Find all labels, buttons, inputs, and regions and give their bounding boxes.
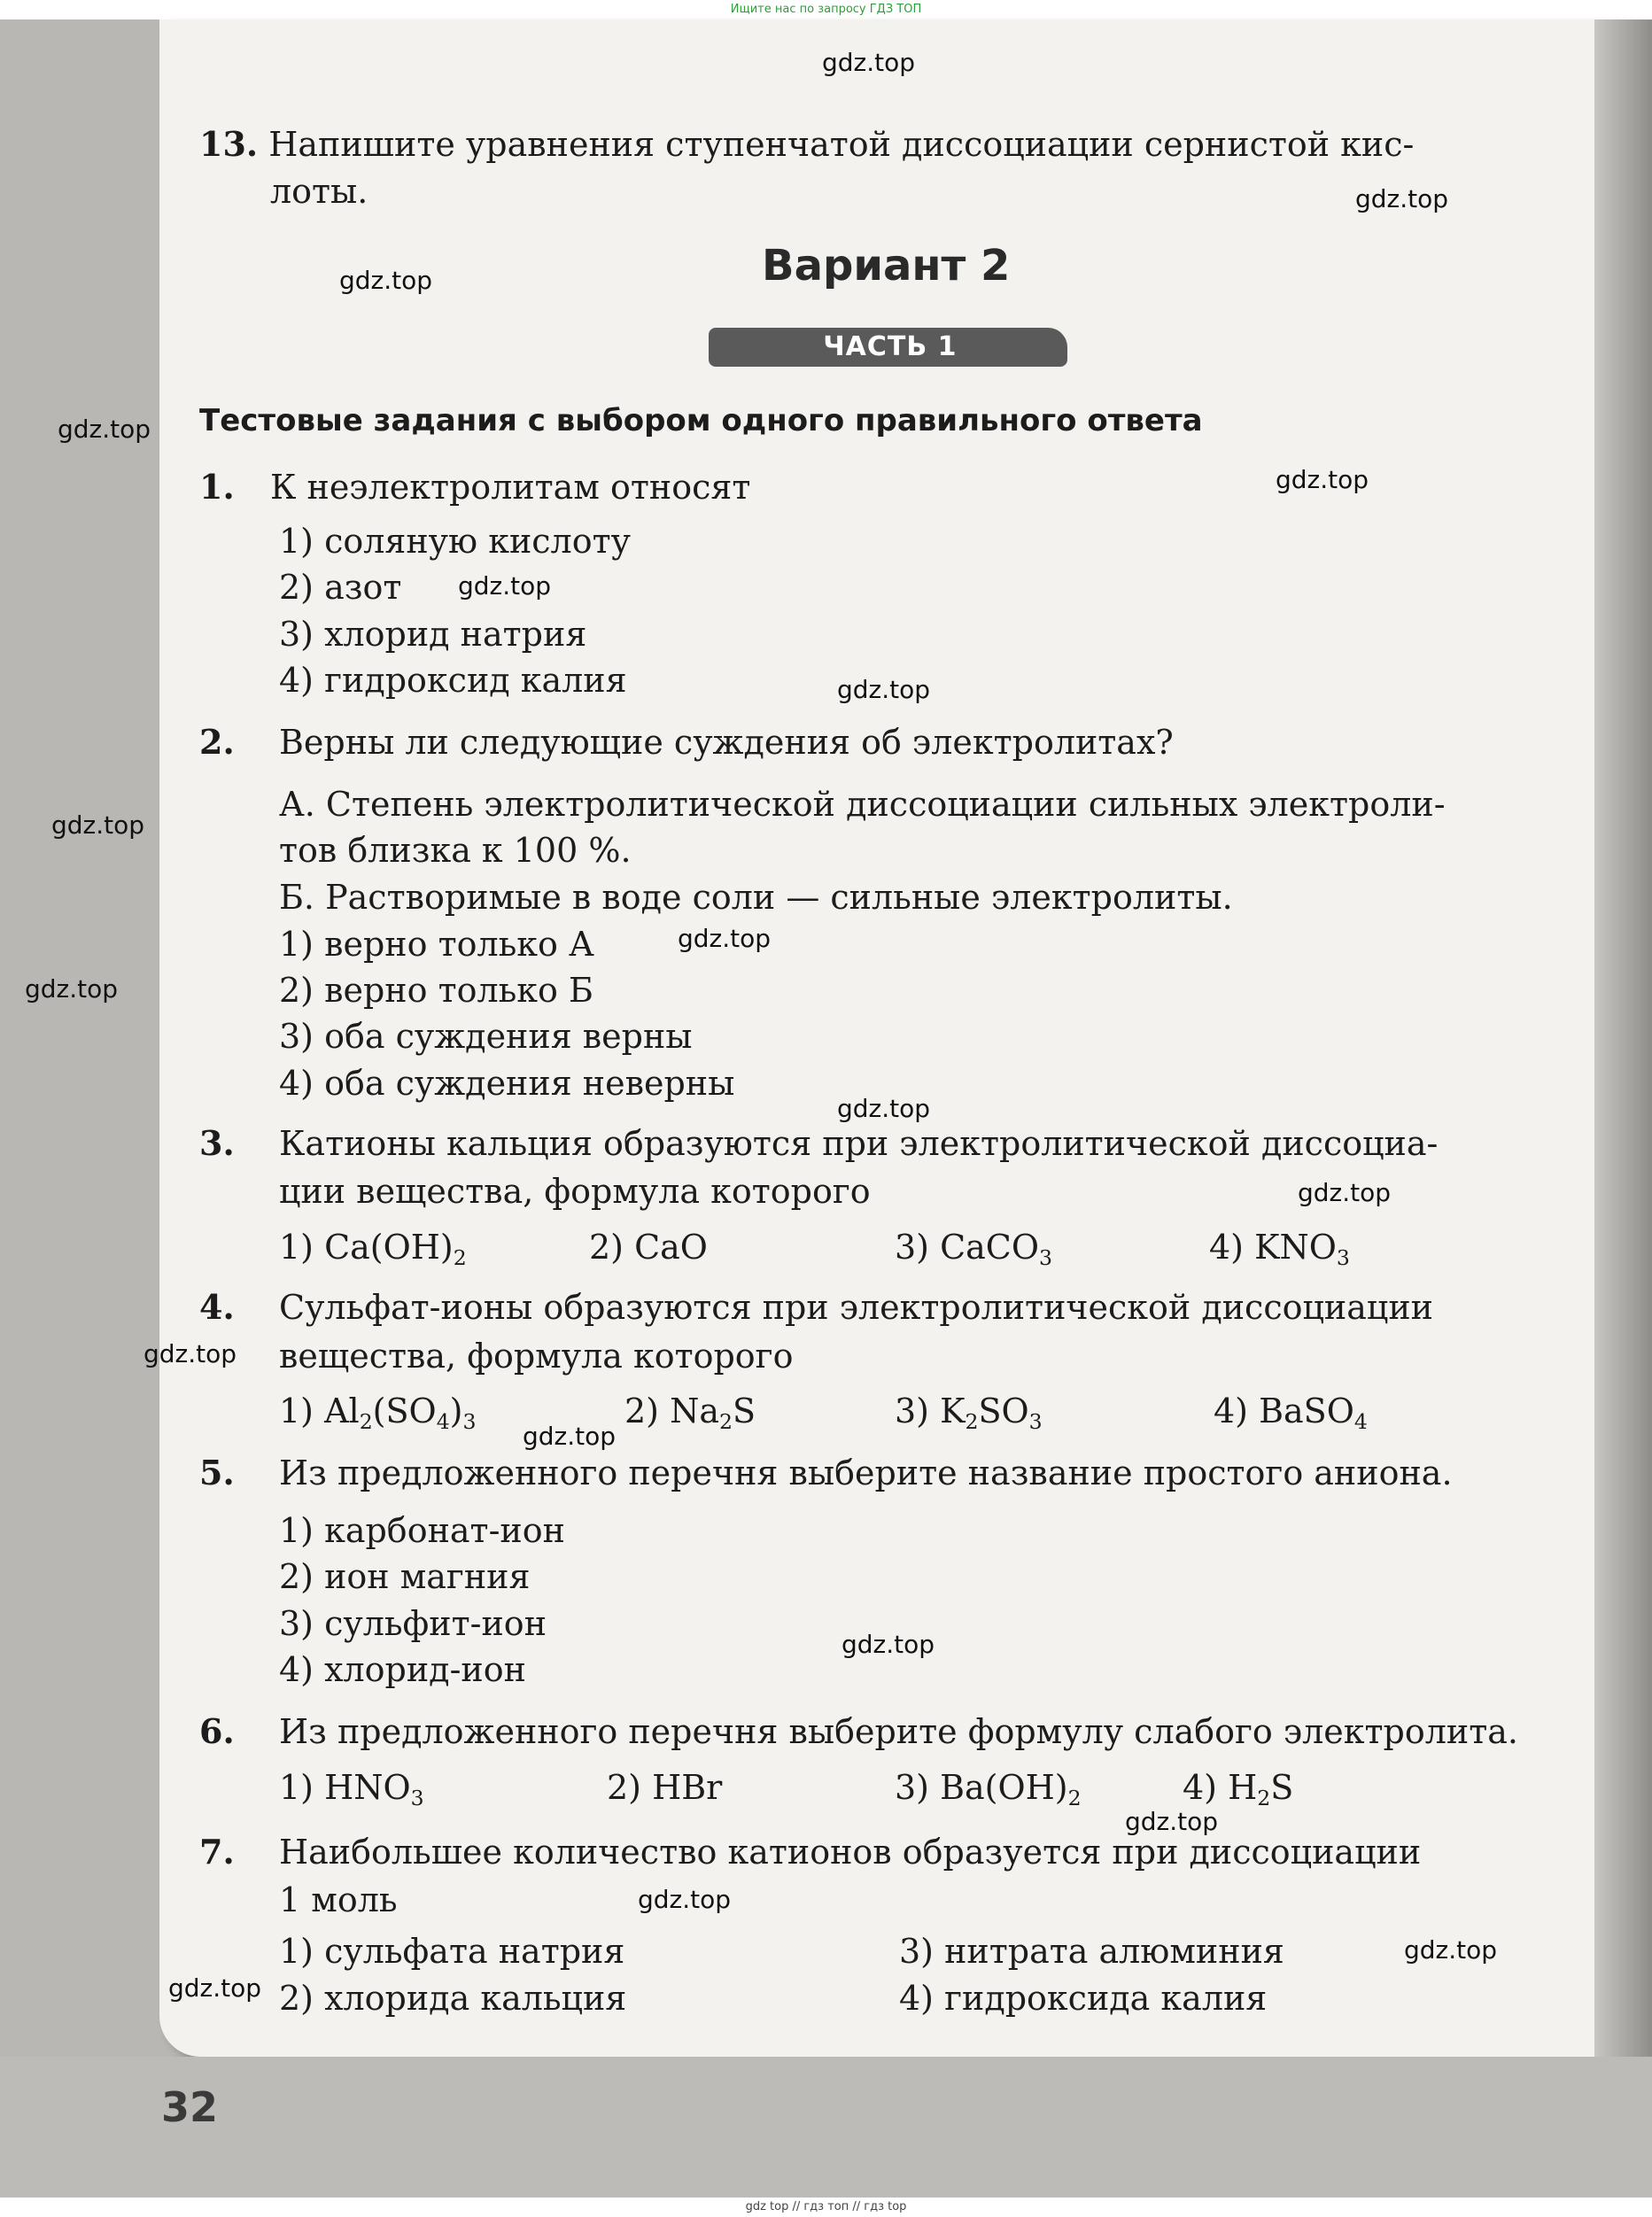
option: 3) $Ba(OH)_2$ — [895, 1768, 1082, 1811]
question-text: Напишите уравнения ступенчатой диссоциации сернистой кис- — [268, 125, 1415, 164]
watermark: gdz.top — [1125, 1807, 1219, 1836]
watermark: gdz.top — [837, 675, 931, 704]
question-number: 1. — [199, 467, 235, 507]
option: 2) хлорида кальция — [279, 1979, 627, 2018]
question-7-line-1 — [199, 1832, 1421, 1872]
watermark: gdz.top — [458, 571, 552, 601]
option: 1) сульфата натрия — [279, 1932, 625, 1971]
question-text: Верны ли следующие суждения об электролитах? — [279, 723, 1174, 762]
watermark: gdz.top — [678, 924, 772, 953]
option: 2) верно только Б — [279, 971, 593, 1010]
question-3-line-2: ции вещества, формула которого — [279, 1172, 871, 1211]
part-label: ЧАСТЬ 1 — [823, 331, 958, 362]
question-text: Сульфат-ионы образуются при электролитической диссоциации — [279, 1288, 1434, 1327]
option: 3) оба суждения верны — [279, 1017, 693, 1056]
watermark: gdz.top — [1404, 1935, 1498, 1965]
question-number: 6. — [199, 1711, 235, 1751]
option: 2) ион магния — [279, 1557, 531, 1596]
question-text: Из предложенного перечня выберите название простого аниона. — [279, 1453, 1453, 1492]
option: 4) гидроксида калия — [899, 1979, 1268, 2018]
question-3-line-1 — [199, 1123, 1438, 1164]
watermark: gdz.top — [143, 1339, 237, 1368]
question-2 — [199, 722, 1174, 763]
watermark: gdz.top — [842, 1630, 935, 1659]
option: 2) азот — [279, 568, 402, 607]
watermark: gdz.top — [1355, 184, 1449, 213]
option: 2) HBr — [607, 1768, 723, 1807]
option: 4) оба суждения неверны — [279, 1064, 735, 1103]
watermark: gdz.top — [523, 1422, 617, 1451]
option: 3) CaCO$_3$ — [895, 1228, 1053, 1271]
option: 1) карбонат-ион — [279, 1511, 565, 1550]
watermark: gdz.top — [1276, 465, 1369, 494]
question-text: Из предложенного перечня выберите формулу слабого электролита. — [279, 1712, 1518, 1751]
option: 1) верно только А — [279, 925, 594, 964]
statement-a-line-1: А. Степень электролитической диссоциации сильных электроли- — [279, 785, 1446, 824]
watermark: gdz.top — [339, 266, 433, 295]
watermark: gdz.top — [1298, 1178, 1392, 1207]
question-number: 3. — [199, 1123, 235, 1163]
option: 3) хлорид натрия — [279, 615, 587, 654]
question-text: Катионы кальция образуются при электролитической диссоциа- — [279, 1124, 1439, 1163]
option: 1) $Ca(OH)_2$ — [279, 1228, 467, 1271]
page-bottom-margin — [0, 2057, 1652, 2198]
option: 3) сульфит-ион — [279, 1604, 547, 1643]
option: 4) хлорид-ион — [279, 1650, 526, 1689]
page-edge-shadow — [1594, 19, 1652, 2198]
variant-title: Вариант 2 — [762, 241, 1011, 291]
watermark: gdz.top — [51, 810, 145, 840]
option: 4) $KNO_3$ — [1209, 1228, 1350, 1271]
question-7-line-2: 1 моль — [279, 1880, 398, 1919]
option: 1) соляную кислоту — [279, 522, 631, 561]
watermark: gdz.top — [25, 974, 119, 1004]
option: 4) BaSO$_4$ — [1214, 1391, 1368, 1435]
top-banner: Ищите нас по запросу ГДЗ ТОП — [0, 0, 1652, 19]
question-number: 4. — [199, 1287, 235, 1327]
option: 2) $Na_2S$ — [624, 1391, 756, 1435]
bottom-banner: gdz top // гдз топ // гдз top — [0, 2198, 1652, 2217]
question-text: К неэлектролитам относят — [270, 468, 751, 507]
watermark: gdz.top — [58, 415, 151, 444]
statement-b: Б. Растворимые в воде соли — сильные электролиты. — [279, 878, 1233, 917]
option: 3) нитрата алюминия — [899, 1932, 1284, 1971]
option: 3) $K_2SO_3$ — [895, 1391, 1043, 1435]
question-4-line-1 — [199, 1287, 1433, 1328]
option: 2) CaO — [589, 1228, 708, 1267]
question-6 — [199, 1711, 1518, 1752]
question-number: 5. — [199, 1453, 235, 1492]
question-number: 2. — [199, 722, 235, 762]
option: 4) гидроксид калия — [279, 661, 627, 700]
watermark: gdz.top — [638, 1885, 732, 1914]
page-number: 32 — [161, 2083, 219, 2131]
watermark: gdz.top — [168, 1973, 262, 2003]
watermark: gdz.top — [837, 1094, 931, 1123]
question-13-line-1 — [199, 124, 1414, 165]
section-title: Тестовые задания с выбором одного правильного ответа — [199, 403, 1203, 438]
question-4-line-2: вещества, формула которого — [279, 1337, 794, 1376]
option: 1) $Al_2(SO_4)_3$ — [279, 1391, 477, 1435]
question-13-line-2: лоты. — [270, 172, 368, 211]
question-number: 13. — [199, 124, 259, 164]
option: 4) $H_2S$ — [1183, 1768, 1294, 1811]
question-1 — [199, 467, 750, 508]
question-number: 7. — [199, 1832, 235, 1872]
statement-a-line-2: тов близка к 100 %. — [279, 831, 632, 870]
question-text: Наибольшее количество катионов образуется при диссоциации — [279, 1833, 1422, 1872]
option: 1) $HNO_3$ — [279, 1768, 424, 1811]
question-5 — [199, 1453, 1453, 1493]
watermark: gdz.top — [822, 48, 916, 77]
